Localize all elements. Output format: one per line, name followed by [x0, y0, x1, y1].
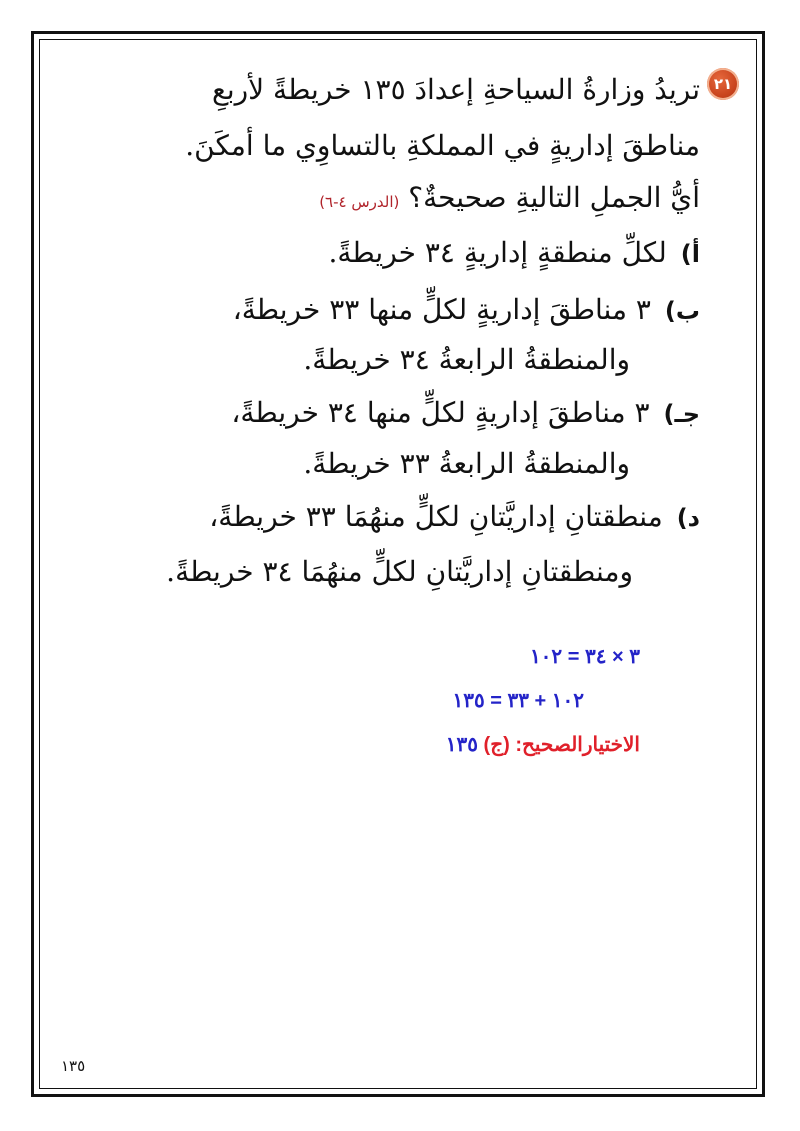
answer-letter: (ج) [483, 734, 510, 756]
option-b [233, 290, 700, 331]
option-d-text-line-1: منطقتانِ إداريَّتانِ لكلٍّ منهُمَا ٣٣ خريطةً، [209, 500, 663, 533]
option-c-text-line-2: والمنطقةُ الرابعةُ ٣٣ خريطةً. [303, 447, 630, 480]
question-line-2: مناطقَ إداريةٍ في المملكةِ بالتساوِي ما أمكَنَ. [185, 129, 700, 162]
option-d [209, 497, 700, 538]
lesson-reference: (الدرس ٤-٦) [319, 193, 400, 211]
solution-step-1: ٣ × ٣٤ = ١٠٢ [529, 646, 640, 668]
question-number-badge [707, 68, 739, 100]
option-d-text-line-2: ومنطقتانِ إداريَّتانِ لكلٍّ منهُمَا ٣٤ خريطةً. [166, 555, 633, 588]
option-a-letter: أ) [680, 240, 700, 268]
answer-label: الاختيارالصحيح: [515, 734, 640, 756]
question-line-1: تريدُ وزارةُ السياحةِ إعدادَ ١٣٥ خريطةً لأربعِ [211, 73, 700, 106]
solution-step-2: ١٠٢ + ٣٣ = ١٣٥ [452, 690, 584, 712]
option-c [231, 393, 700, 434]
option-c-letter: جـ) [663, 400, 700, 428]
option-b-text-line-2: والمنطقةُ الرابعةُ ٣٤ خريطةً. [303, 343, 630, 376]
option-c-text-line-1: ٣ مناطقَ إداريةٍ لكلٍّ منها ٣٤ خريطةً، [231, 396, 650, 429]
option-b-text-line-1: ٣ مناطقَ إداريةٍ لكلٍّ منها ٣٣ خريطةً، [232, 293, 651, 326]
option-d-letter: د) [676, 504, 700, 532]
answer-value: ١٣٥ [445, 734, 478, 756]
page-number: ١٣٥ [61, 1057, 86, 1075]
question-number: ٢١ [713, 75, 733, 93]
solution-answer [446, 732, 640, 757]
option-a [329, 233, 700, 274]
option-a-text: لكلِّ منطقةٍ إداريةٍ ٣٤ خريطةً. [328, 236, 667, 269]
question-line-3 [319, 178, 700, 222]
option-b-letter: ب) [664, 297, 700, 325]
question-prompt: أيُّ الجملِ التاليةِ صحيحةٌ؟ [408, 181, 700, 214]
